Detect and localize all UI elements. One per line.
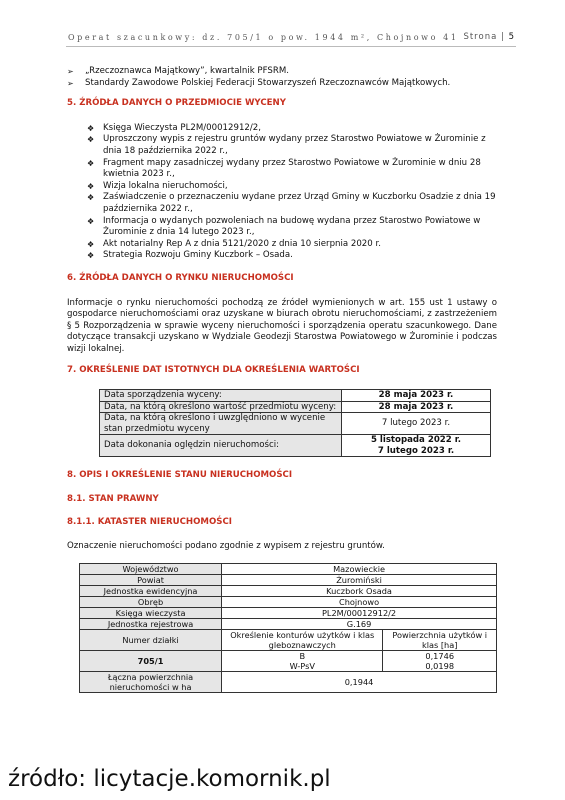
table-row — [80, 575, 497, 586]
diamond-bullet-icon: ❖ — [87, 239, 95, 249]
date-label: Data, na którą określono wartość przedmiotu wyceny: — [100, 401, 342, 413]
list-item: ❖ Informacja o wydanych pozwoleniach na budowę wydana przez Starostwo Powiatowe w Żurominie z dnia 14 lutego 2023 r., — [87, 215, 481, 238]
registry-label: Księga wieczysta — [80, 608, 222, 619]
section-5-list — [67, 123, 497, 262]
table-row — [80, 630, 497, 651]
date-value: 5 listopada 2022 r. 7 lutego 2023 r. — [342, 435, 491, 457]
intro-list — [67, 66, 497, 89]
registry-label: Jednostka ewidencyjna — [80, 586, 222, 597]
date-label: Data dokonania oględzin nieruchomości: — [100, 435, 342, 457]
diamond-bullet-icon: ❖ — [87, 123, 95, 133]
registry-label: Obręb — [80, 597, 222, 608]
section-8-heading: 8. OPIS I OKREŚLENIE STANU NIERUCHOMOŚCI — [67, 470, 293, 481]
list-item: ❖ Zaświadczenie o przeznaczeniu wydane przez Urząd Gminy w Kuczborku Osadzie z dnia 19 października 2022 r., — [87, 192, 496, 214]
table-row — [100, 390, 491, 402]
diamond-bullet-icon: ❖ — [87, 158, 95, 168]
list-item: ❖ Uproszczony wypis z rejestru gruntów wydany przez Starostwo Powiatowe w Żurominie z dnia 18 października 2022 r., — [87, 134, 486, 156]
registry-value: Mazowieckie — [222, 564, 497, 575]
table-row — [80, 608, 497, 619]
area-value: 0,1746 0,0198 — [383, 651, 497, 672]
table-row — [80, 651, 497, 672]
date-value: 28 maja 2023 r. — [342, 401, 491, 413]
key-dates-table — [99, 389, 491, 457]
registry-value: Żuromiński — [222, 575, 497, 586]
running-header-title: Operat szacunkowy: dz. 705/1 o pow. 1944 m², Chojnowo 41 — [68, 33, 459, 42]
section-6-heading: 6. ŹRÓDŁA DANYCH O RYNKU NIERUCHOMOŚCI — [67, 272, 294, 283]
page-content — [67, 66, 497, 693]
arrow-bullet-icon: ➢ — [67, 67, 74, 76]
registry-label: Jednostka rejestrowa — [80, 619, 222, 630]
section-5-heading: 5. ŹRÓDŁA DANYCH O PRZEDMIOCIE WYCENY — [67, 98, 286, 109]
section-8-1-heading: 8.1. STAN PRAWNY — [67, 493, 159, 504]
page-label: Strona — [463, 32, 498, 42]
table-row — [80, 586, 497, 597]
land-registry-table — [79, 563, 497, 693]
registry-value: Kuczbork Osada — [222, 586, 497, 597]
table-row — [80, 564, 497, 575]
arrow-bullet-icon: ➢ — [67, 78, 74, 88]
date-label: Data sporządzenia wyceny: — [100, 390, 342, 402]
table-row — [100, 413, 491, 435]
plot-number-header: Numer działki — [80, 630, 222, 651]
section-8-paragraph: Oznaczenie nieruchomości podano zgodnie z wypisem z rejestru gruntów. — [67, 540, 385, 551]
diamond-bullet-icon: ❖ — [87, 251, 95, 261]
date-value: 28 maja 2023 r. — [342, 390, 491, 402]
source-caption: źródło: licytacje.komornik.pl — [8, 766, 331, 792]
section-7-heading: 7. OKREŚLENIE DAT ISTOTNYCH DLA OKREŚLENIA WARTOŚCI — [67, 365, 360, 376]
total-area-value: 0,1944 — [222, 672, 497, 693]
list-item: ❖ Akt notarialny Rep A z dnia 5121/2020 z dnia 10 sierpnia 2020 r. — [87, 238, 381, 249]
section-8-1-1-heading: 8.1.1. KATASTER NIERUCHOMOŚCI — [67, 517, 232, 528]
registry-label: Powiat — [80, 575, 222, 586]
contours-value: B W-PsV — [222, 651, 383, 672]
diamond-bullet-icon: ❖ — [87, 181, 95, 191]
diamond-bullet-icon: ❖ — [87, 216, 95, 226]
registry-value: PL2M/00012912/2 — [222, 608, 497, 619]
section-6-paragraph: Informacje o rynku nieruchomości pochodzą ze źródeł wymienionych w art. 155 ust 1 ustawy o gospodarce nieruchomościami oraz uzyskane w biurach obrotu nieruchomościami, z zastrzeżeniem § 5 Rozporządzenia w sprawie wyceny nieruchomości i sporządzenia operatu szacunkowego. Dane dotyczące transakcji uzyskano w Wydziale Geodezji Starostwa Powiatowego w Żurominie i podczas wizji lokalnej. — [67, 297, 497, 354]
table-row — [100, 401, 491, 413]
diamond-bullet-icon: ❖ — [87, 135, 95, 145]
list-item: ➢ „Rzeczoznawca Majątkowy”, kwartalnik PFSRM. — [67, 66, 289, 76]
list-item: ➢ Standardy Zawodowe Polskiej Federacji Stowarzyszeń Rzeczoznawców Majątkowych. — [67, 77, 451, 88]
date-value: 7 lutego 2023 r. — [342, 413, 491, 435]
total-area-label: Łączna powierzchnia nieruchomości w ha — [80, 672, 222, 693]
registry-label: Województwo — [80, 564, 222, 575]
list-item: ❖ Fragment mapy zasadniczej wydany przez Starostwo Powiatowe w Żurominie w dniu 28 kwietnia 2023 r., — [87, 157, 481, 180]
header-divider — [66, 46, 516, 47]
registry-value: G.169 — [222, 619, 497, 630]
diamond-bullet-icon: ❖ — [87, 193, 95, 203]
table-row — [80, 597, 497, 608]
page-number-value: 5 — [508, 32, 515, 42]
table-row — [80, 672, 497, 693]
table-row — [80, 619, 497, 630]
registry-value: Chojnowo — [222, 597, 497, 608]
contours-header: Określenie konturów użytków i klas gleboznawczych — [222, 630, 383, 651]
page-number: Strona | 5 — [463, 32, 515, 42]
plot-number: 705/1 — [80, 651, 222, 672]
area-header: Powierzchnia użytków i klas [ha] — [383, 630, 497, 651]
list-item: ❖ Księga Wieczysta PL2M/00012912/2, — [87, 122, 261, 133]
list-item: ❖ Strategia Rozwoju Gminy Kuczbork – Osada. — [87, 250, 293, 261]
table-row — [100, 435, 491, 457]
date-label: Data, na którą określono i uwzględniono w wycenie stan przedmiotu wyceny — [100, 413, 342, 435]
list-item: ❖ Wizja lokalna nieruchomości, — [87, 180, 228, 191]
